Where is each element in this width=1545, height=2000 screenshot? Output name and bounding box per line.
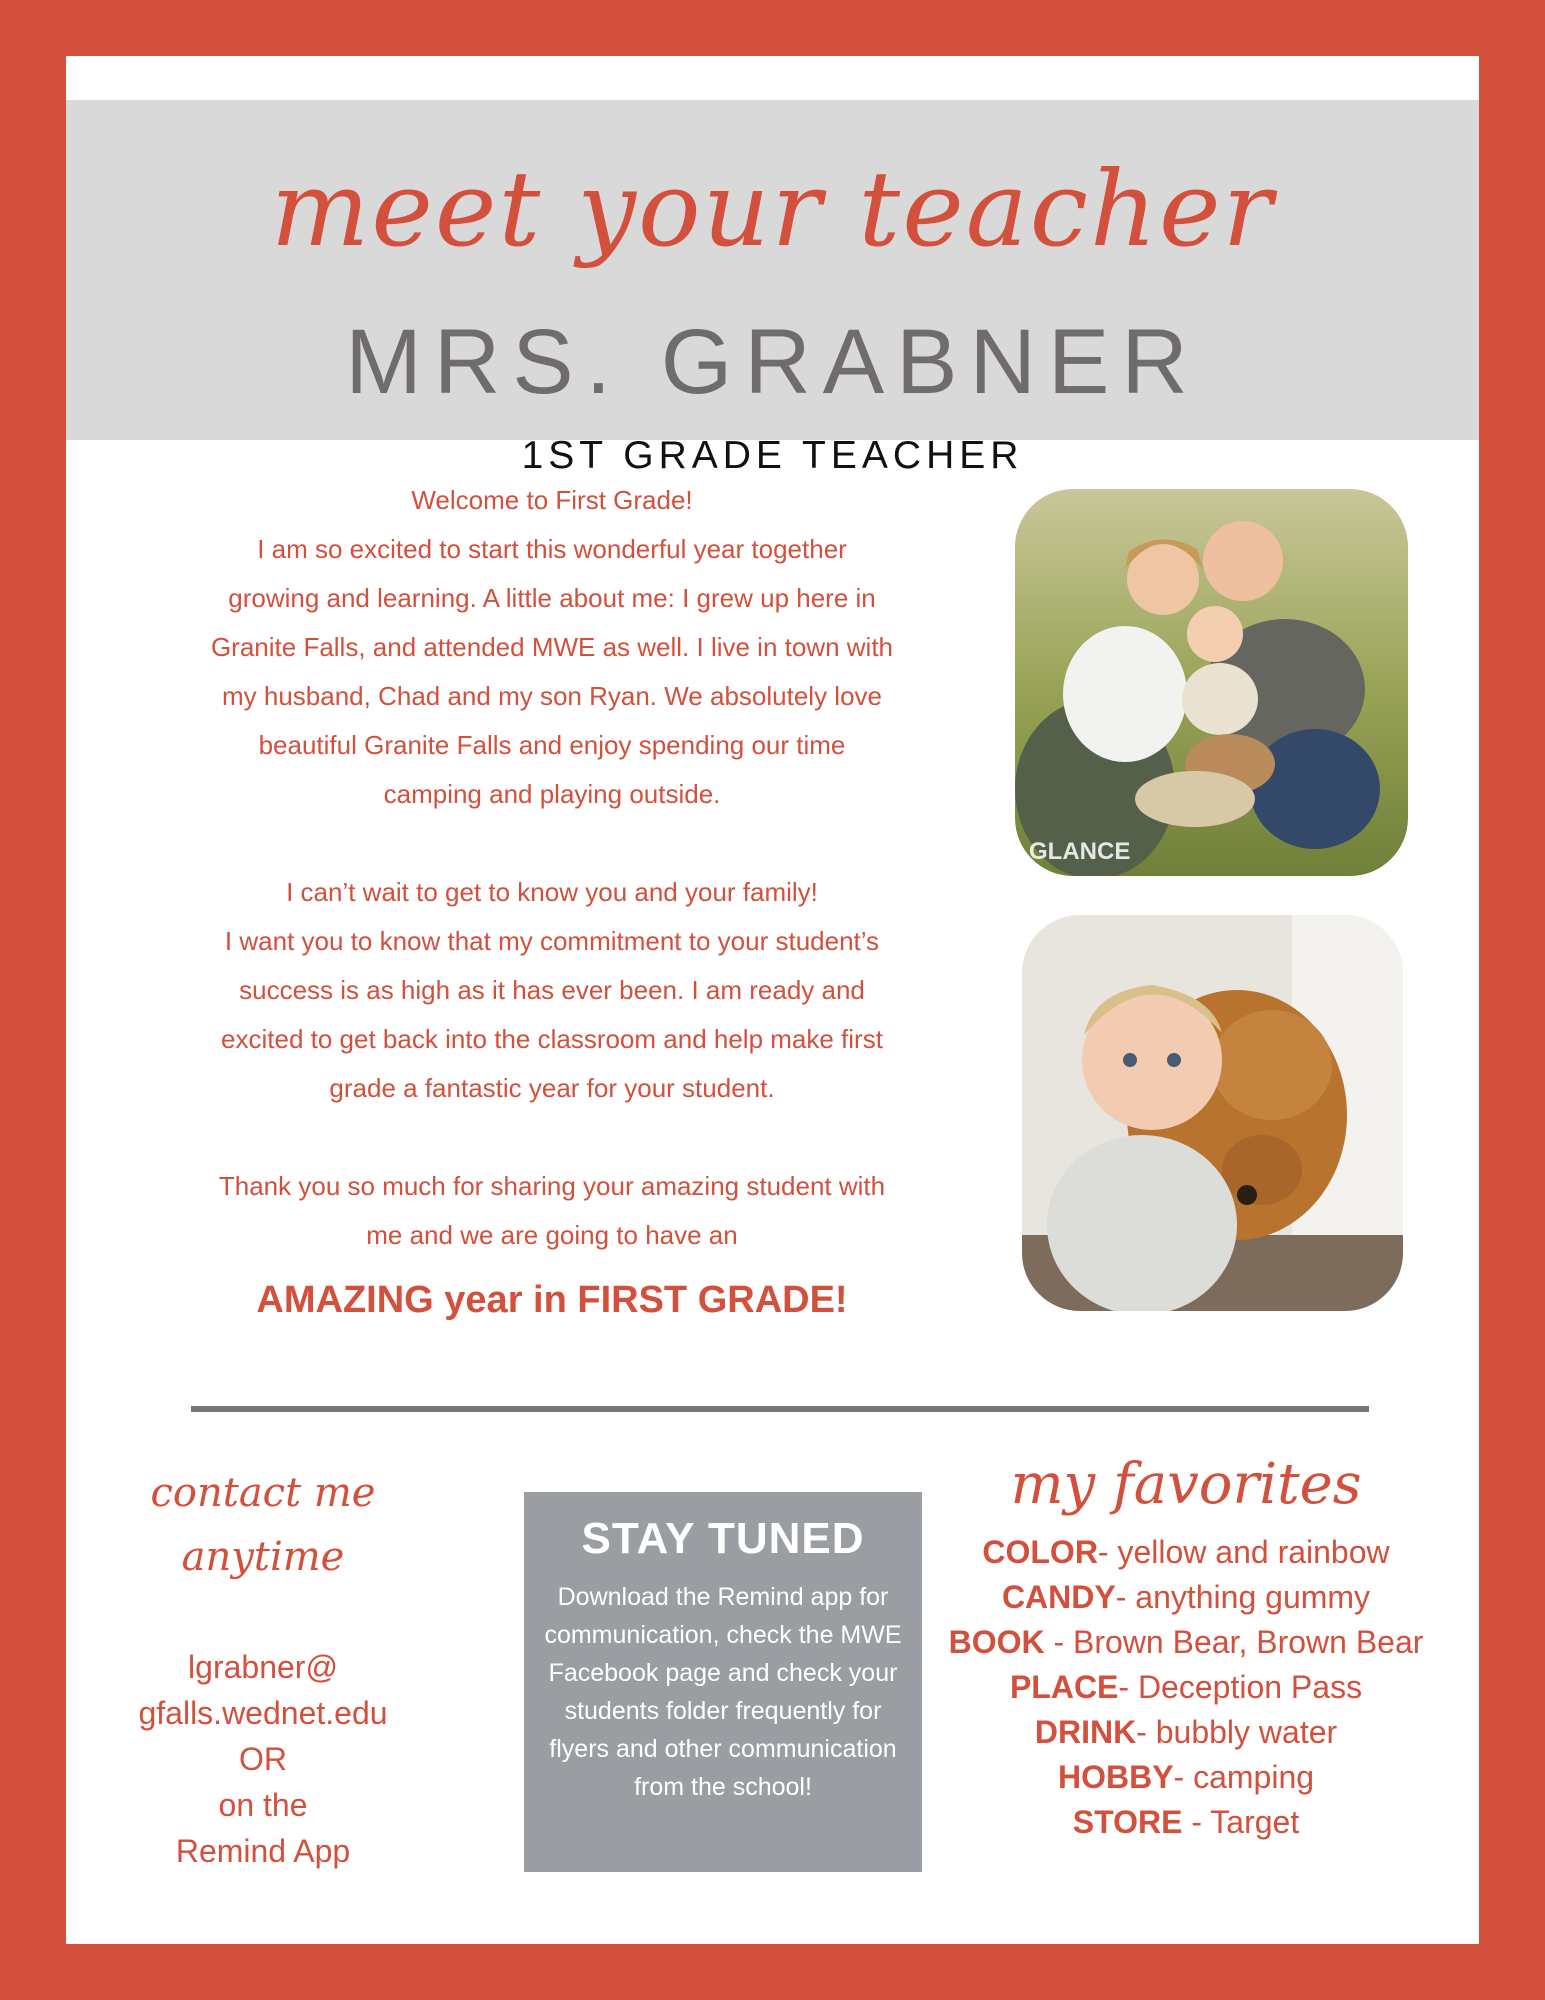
header-banner [66,100,1479,477]
grade-title: 1ST GRADE TEACHER [521,434,1024,477]
favorite-label: DRINK [1034,1714,1137,1750]
contact-line: Remind App [175,1833,351,1869]
intro-line: me and we are going to have an [366,1220,738,1250]
contact-email-user[interactable]: lgrabner@ [188,1649,338,1685]
family-photo [1015,489,1408,876]
child-dog-photo [1022,915,1403,1311]
intro-line: excited to get back into the classroom and help make first [221,1024,883,1054]
intro-line: Thank you so much for sharing your amazing student with [218,1171,886,1201]
favorites-list [936,1530,1436,1845]
contact-line: on the [218,1787,308,1823]
intro-line: I can’t wait to get to know you and your family! [286,877,818,907]
intro-line: Granite Falls, and attended MWE as well. I live in town with [210,632,894,662]
favorites-heading: my favorites [1010,1452,1362,1517]
stay-tuned-title: STAY TUNED [581,1514,865,1563]
favorite-item [936,1710,1436,1755]
favorite-item [936,1800,1436,1845]
intro-line: Welcome to First Grade! [411,485,693,515]
stay-tuned-body: Download the Remind app for communication, check the MWE Facebook page and check your students folder frequently for flyers and other communication from the school! [544,1583,902,1801]
favorite-label: HOBBY [1057,1759,1174,1795]
contact-line: OR [239,1741,287,1777]
favorite-item [936,1665,1436,1710]
favorite-label: BOOK [948,1624,1045,1660]
stay-tuned-box [524,1492,922,1872]
intro-line: growing and learning. A little about me: I grew up here in [228,583,876,613]
favorite-value: - Deception Pass [1118,1669,1363,1705]
intro-text [132,476,972,1325]
section-divider [191,1406,1369,1412]
contact-heading-line: contact me [150,1470,376,1516]
amazing-line: AMAZING year in FIRST GRADE! [256,1279,848,1321]
favorite-value: - camping [1173,1759,1315,1795]
contact-info [138,1644,388,1874]
contact-heading [138,1461,388,1589]
intro-line: beautiful Granite Falls and enjoy spending our time [258,730,846,760]
intro-line: camping and playing outside. [383,779,721,809]
intro-line: I am so excited to start this wonderful year together [257,534,847,564]
favorite-item [936,1620,1436,1665]
favorite-value: - Brown Bear, Brown Bear [1044,1624,1424,1660]
contact-heading-line: anytime [181,1534,345,1580]
photo-watermark: GLANCE [1029,838,1131,865]
favorite-item [936,1530,1436,1575]
intro-line: grade a fantastic year for your student. [329,1073,775,1103]
favorite-item [936,1755,1436,1800]
script-title: meet your teacher [270,148,1275,270]
favorite-label: STORE [1072,1804,1183,1840]
intro-line: my husband, Chad and my son Ryan. We absolutely love [222,681,882,711]
favorite-value: - bubbly water [1136,1714,1338,1750]
favorite-item [936,1575,1436,1620]
intro-line: I want you to know that my commitment to your student’s [224,926,880,956]
favorite-label: PLACE [1009,1669,1119,1705]
favorite-label: COLOR [982,1534,1098,1570]
favorite-value: - anything gummy [1115,1579,1371,1615]
teacher-name: MRS. GRABNER [345,311,1200,413]
favorite-label: CANDY [1001,1579,1116,1615]
favorite-value: - Target [1182,1804,1300,1840]
intro-line: success is as high as it has ever been. I am ready and [239,975,865,1005]
favorite-value: - yellow and rainbow [1097,1534,1390,1570]
flyer-page [66,56,1479,1944]
contact-email-domain[interactable]: gfalls.wednet.edu [138,1695,388,1731]
